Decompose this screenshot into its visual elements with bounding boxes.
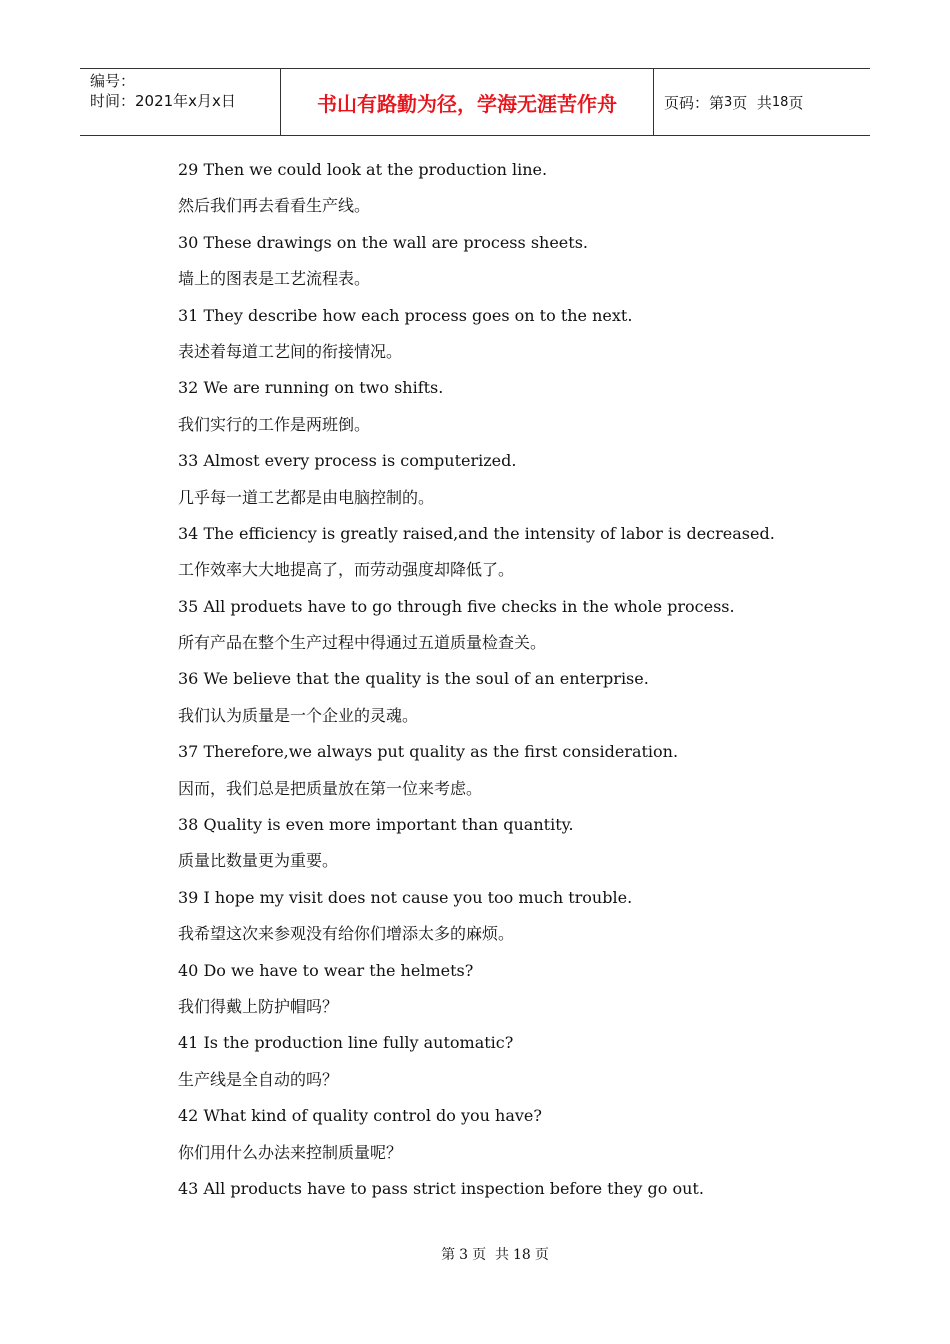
- sentence-30-en: 30 These drawings on the wall are process sheets.: [178, 232, 588, 252]
- footer-mid: 页 共: [472, 1247, 509, 1263]
- sentence-38-en: 38 Quality is even more important than quantity.: [178, 815, 574, 835]
- page-number: 3: [724, 94, 733, 110]
- sentence-31-zh: 表述着每道工艺间的衔接情况。: [178, 341, 403, 361]
- sentence-29-zh: 然后我们再去看看生产线。: [178, 196, 371, 216]
- sentence-37-zh: 因而，我们总是把质量放在第一位来考虑。: [178, 778, 483, 798]
- page-mid: 页 共: [732, 93, 772, 112]
- footer-prefix: 第: [441, 1247, 456, 1263]
- page-prefix: 页码：第: [664, 93, 725, 112]
- sentence-32-zh: 我们实行的工作是两班倒。: [178, 414, 371, 434]
- sentence-29-en: 29 Then we could look at the production line.: [178, 160, 548, 179]
- sentence-30-zh: 墙上的图表是工艺流程表。: [178, 269, 371, 289]
- page-suffix: 页: [788, 93, 804, 112]
- header-page-info: [654, 69, 870, 135]
- page-header: [80, 68, 870, 136]
- footer-page-number: 3: [459, 1247, 469, 1263]
- sentence-42-zh: 你们用什么办法来控制质量呢？: [178, 1142, 403, 1162]
- number-label: 编号：: [90, 72, 136, 90]
- sentence-35-en: 35 All produets have to go through five checks in the whole process.: [178, 596, 735, 616]
- sentence-41-en: 41 Is the production line fully automatic?: [178, 1033, 514, 1053]
- sentence-39-en: 39 I hope my visit does not cause you too much trouble.: [178, 887, 633, 907]
- sentence-38-zh: 质量比数量更为重要。: [178, 851, 339, 871]
- page-total: 18: [771, 94, 789, 110]
- sentence-33-en: 33 Almost every process is computerized.: [178, 451, 517, 471]
- time-label: 时间：2021年x月x日: [90, 92, 236, 110]
- document-body: [178, 152, 878, 1207]
- sentence-43-en: 43 All products have to pass strict inspection before they go out.: [178, 1178, 704, 1198]
- sentence-37-en: 37 Therefore,we always put quality as the first consideration.: [178, 742, 679, 762]
- sentence-34-zh: 工作效率大大地提高了，而劳动强度却降低了。: [178, 560, 515, 580]
- sentence-33-zh: 几乎每一道工艺都是由电脑控制的。: [178, 487, 435, 507]
- sentence-40-en: 40 Do we have to wear the helmets?: [178, 960, 474, 980]
- sentence-42-en: 42 What kind of quality control do you have?: [178, 1106, 542, 1126]
- sentence-35-zh: 所有产品在整个生产过程中得通过五道质量检查关。: [178, 633, 547, 653]
- sentence-40-zh: 我们得戴上防护帽吗？: [178, 996, 339, 1016]
- footer-page-total: 18: [513, 1247, 531, 1263]
- sentence-31-en: 31 They describe how each process goes on to the next.: [178, 305, 633, 325]
- sentence-41-zh: 生产线是全自动的吗？: [178, 1069, 339, 1089]
- sentence-36-en: 36 We believe that the quality is the soul of an enterprise.: [178, 669, 649, 689]
- header-meta: [80, 69, 281, 135]
- sentence-39-zh: 我希望这次来参观没有给你们增添太多的麻烦。: [178, 924, 515, 944]
- page-footer: [0, 1244, 950, 1264]
- header-motto: 书山有路勤为径，学海无涯苦作舟: [281, 69, 654, 135]
- sentence-36-zh: 我们认为质量是一个企业的灵魂。: [178, 705, 419, 725]
- footer-suffix: 页: [534, 1247, 549, 1263]
- sentence-32-en: 32 We are running on two shifts.: [178, 378, 444, 398]
- sentence-34-en: 34 The efficiency is greatly raised,and the intensity of labor is decreased.: [178, 523, 775, 543]
